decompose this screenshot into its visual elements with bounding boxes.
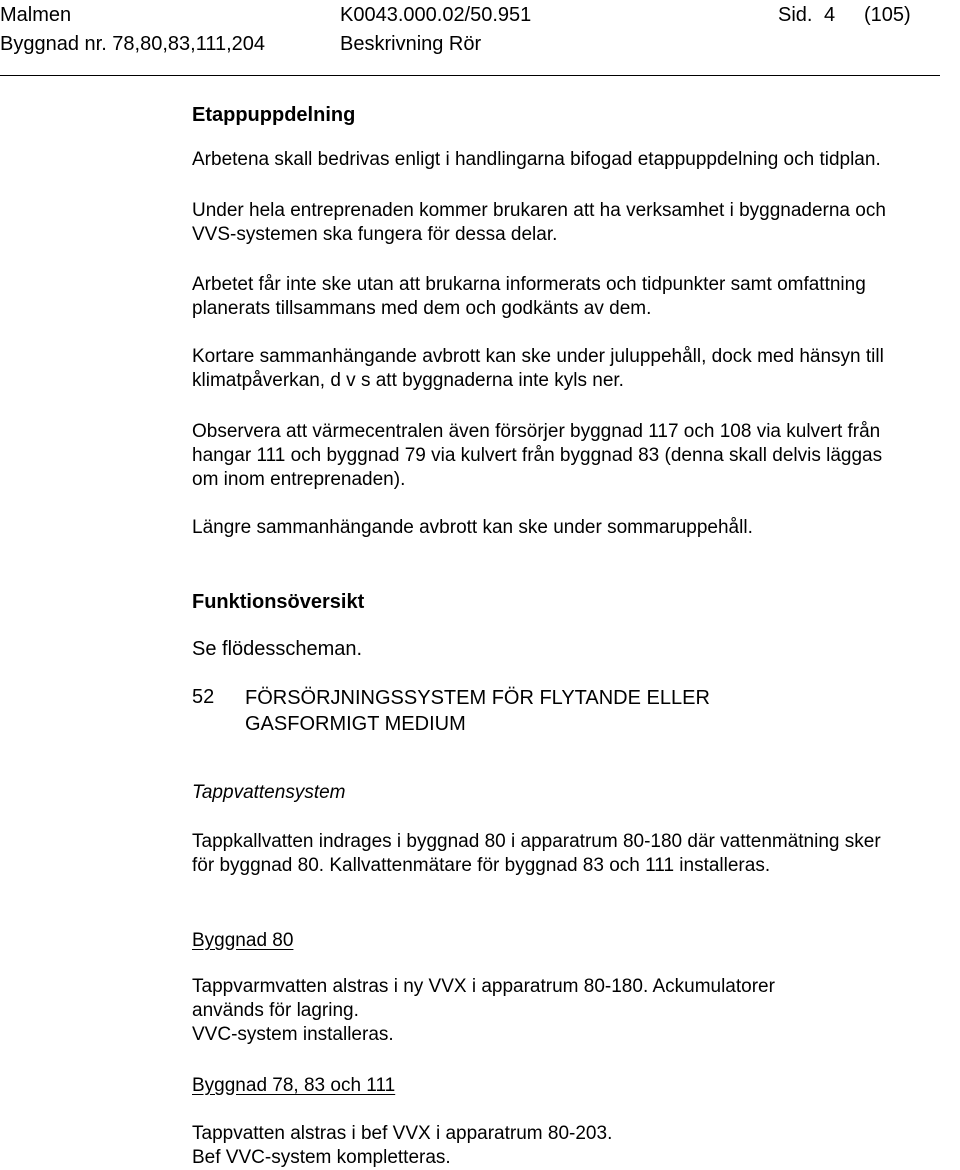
heading-etappuppdelning: Etappuppdelning	[192, 104, 356, 126]
paragraph-line: för byggnad 80. Kallvattenmätare för byggnad 83 och 111 installeras.	[192, 855, 771, 876]
header-doc-number: K0043.000.02/50.951	[340, 4, 532, 26]
paragraph-line: planerats tillsammans med dem och godkänts av dem.	[192, 298, 652, 319]
funktion-text: Se flödesscheman.	[192, 638, 363, 660]
paragraph-line: Tappvarmvatten alstras i ny VVX i apparatrum 80-180. Ackumulatorer	[192, 976, 775, 997]
section-title-line: FÖRSÖRJNINGSSYSTEM FÖR FLYTANDE ELLER	[245, 687, 710, 709]
paragraph-line: Tappkallvatten indrages i byggnad 80 i apparatrum 80-180 där vattenmätning sker	[192, 831, 881, 852]
section-title-line: GASFORMIGT MEDIUM	[245, 713, 466, 735]
paragraph-line: Bef VVC-system kompletteras.	[192, 1147, 451, 1168]
paragraph-line: hangar 111 och byggnad 79 via kulvert från byggnad 83 (denna skall delvis läggas	[192, 445, 883, 466]
heading-funktionsoversikt: Funktionsöversikt	[192, 591, 365, 613]
paragraph-etapp-5	[192, 420, 960, 492]
header-description: Beskrivning Rör	[340, 33, 482, 55]
paragraph-line: VVS-systemen ska fungera för dessa delar.	[192, 224, 558, 245]
section-number: 52	[192, 686, 215, 708]
paragraph-line: Kortare sammanhängande avbrott kan ske under juluppehåll, dock med hänsyn till	[192, 346, 884, 367]
paragraph-etapp-3	[192, 273, 960, 321]
paragraph-line: klimatpåverkan, d v s att byggnaderna inte kyls ner.	[192, 370, 624, 391]
header-divider	[0, 75, 940, 76]
paragraph-line: används för lagring.	[192, 1000, 359, 1021]
paragraph-byggnad-78-83-111	[192, 1122, 960, 1170]
section-title	[245, 685, 710, 737]
paragraph-line: Tappvatten alstras i bef VVX i apparatrum 80-203.	[192, 1123, 613, 1144]
paragraph-etapp-1	[192, 148, 960, 172]
paragraph-line: Under hela entreprenaden kommer brukaren att ha verksamhet i byggnaderna och	[192, 200, 886, 221]
header-page-total: (105)	[864, 4, 911, 26]
heading-tappvattensystem: Tappvattensystem	[192, 782, 346, 803]
paragraph-line: Längre sammanhängande avbrott kan ske under sommaruppehåll.	[192, 517, 753, 538]
paragraph-line: VVC-system installeras.	[192, 1024, 394, 1045]
paragraph-tappvatten	[192, 830, 960, 878]
header-building: Byggnad nr. 78,80,83,111,204	[0, 33, 266, 55]
paragraph-etapp-4	[192, 345, 960, 393]
paragraph-line: Observera att värmecentralen även försörjer byggnad 117 och 108 via kulvert från	[192, 421, 881, 442]
header-page-label: Sid.	[778, 4, 813, 26]
paragraph-line: Arbetet får inte ske utan att brukarna informerats och tidpunkter samt omfattning	[192, 274, 866, 295]
paragraph-line: Arbetena skall bedrivas enligt i handlingarna bifogad etappuppdelning och tidplan.	[192, 149, 881, 170]
paragraph-etapp-2	[192, 199, 960, 247]
paragraph-byggnad-80	[192, 975, 960, 1047]
paragraph-etapp-6	[192, 516, 960, 540]
heading-byggnad-80: Byggnad 80	[192, 930, 294, 951]
paragraph-line: om inom entreprenaden).	[192, 469, 406, 490]
header-company: Malmen	[0, 4, 72, 26]
heading-byggnad-78-83-111: Byggnad 78, 83 och 111	[192, 1075, 396, 1096]
header-page-number: 4	[824, 4, 836, 26]
